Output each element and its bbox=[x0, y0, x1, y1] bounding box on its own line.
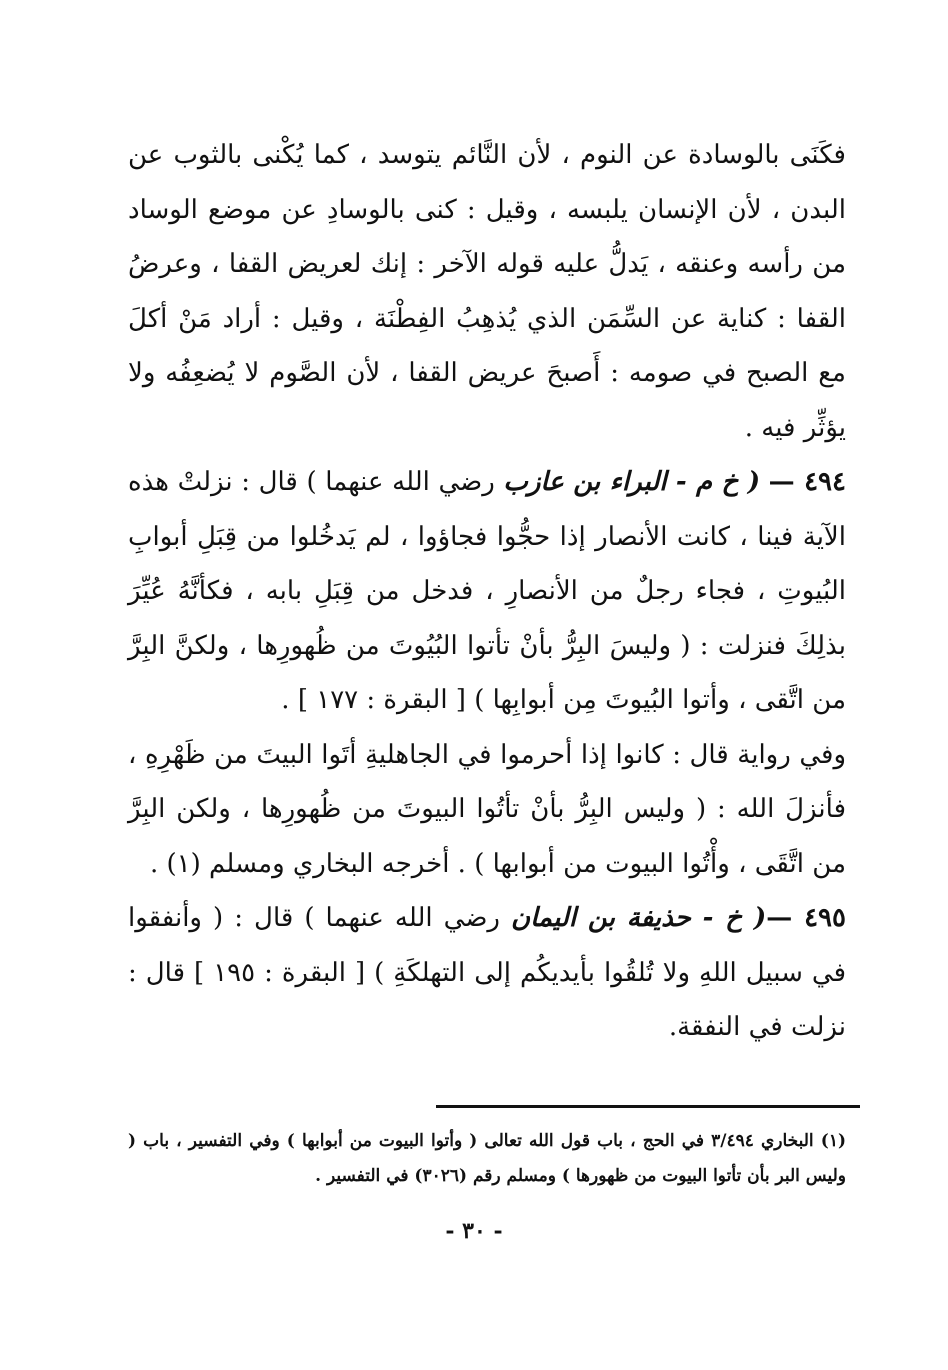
footnote-divider bbox=[436, 1105, 860, 1108]
hadith-494 bbox=[128, 455, 846, 728]
hadith-source: ( خ - حذيفة بن اليمان bbox=[511, 903, 767, 933]
paragraph-riwaya: وفي رواية قال : كانوا إذا أحرموا في الجاهليةِ أتَوا البيتَ من ظَهْرِهِ ، فأنزلَ الله : ( وليس البِرُّ بأنْ تأتُوا البيوتَ من ظُهورِها ، ولكن البِرَّ من اتَّقَى ، وأْتُوا البيوت من أبوابها ) . أخرجه البخاري ومسلم (١) . bbox=[128, 739, 846, 879]
footnote bbox=[128, 1124, 846, 1194]
hadith-number: ٤٩٥ — bbox=[766, 903, 846, 933]
page-number: - ٣٠ - bbox=[445, 1218, 503, 1244]
hadith-text: رضي الله عنهما ) قال : ( وأنفقوا في سبيل اللهِ ولا تُلقُوا بأيديكُم إلى التهلكَةِ ) [ البقرة : ١٩٥ ] قال : نزلت في النفقة. bbox=[128, 903, 846, 1042]
hadith-495 bbox=[128, 891, 846, 1055]
hadith-text: رضي الله عنهما ) قال : نزلتْ هذه الآية فينا ، كانت الأنصار إذا حجُّوا فجاؤوا ، لم يَدخُلوا من قِبَلِ أبوابِ البُيوتِ ، فجاء رجلٌ من الأنصارِ ، فدخل من قِبَلِ بابه ، فكأنَّهُ عُيِّرَ بذلِكَ فنزلت : ( وليسَ البِرُّ بأنْ تأتوا البُيُوتَ من ظُهورِها ، ولكنَّ البِرَّ من اتَّقى ، وأتوا البُيوتَ مِن أبوابِها ) [ البقرة : ١٧٧ ] . bbox=[128, 467, 847, 715]
main-text bbox=[128, 128, 846, 1055]
footnote-text: (١) البخاري ٣/٤٩٤ في الحج ، باب قول الله تعالى ( وأتوا البيوت من أبوابها ) وفي التفسير ، باب ( وليس البر بأن تأتوا البيوت من ظهورها ) ومسلم رقم (٣٠٢٦) في التفسير . bbox=[128, 1131, 846, 1186]
hadith-number: ٤٩٤ — bbox=[768, 467, 846, 497]
hadith-source: ( خ م - البراء بن عازب bbox=[503, 467, 761, 497]
paragraph-kanaya: فكَنَى بالوسادة عن النوم ، لأن النَّائم يتوسد ، كما يُكْنى بالثوب عن البدن ، لأن الإنسان يلبسه ، وقيل : كنى بالوسادِ عن موضع الوساد من رأسه وعنقه ، يَدلُّ عليه قوله الآخر : إنك لعريض القفا ، وعرضُ القفا : كناية عن السِّمَن الذي يُذهِبُ الفِطْنَة ، وقيل : أراد مَنْ أكلَ مع الصبح في صومه : أَصبحَ عريض القفا ، لأن الصَّوم لا يُضعِفُه ولا يؤثِّر فيه . bbox=[128, 140, 846, 443]
